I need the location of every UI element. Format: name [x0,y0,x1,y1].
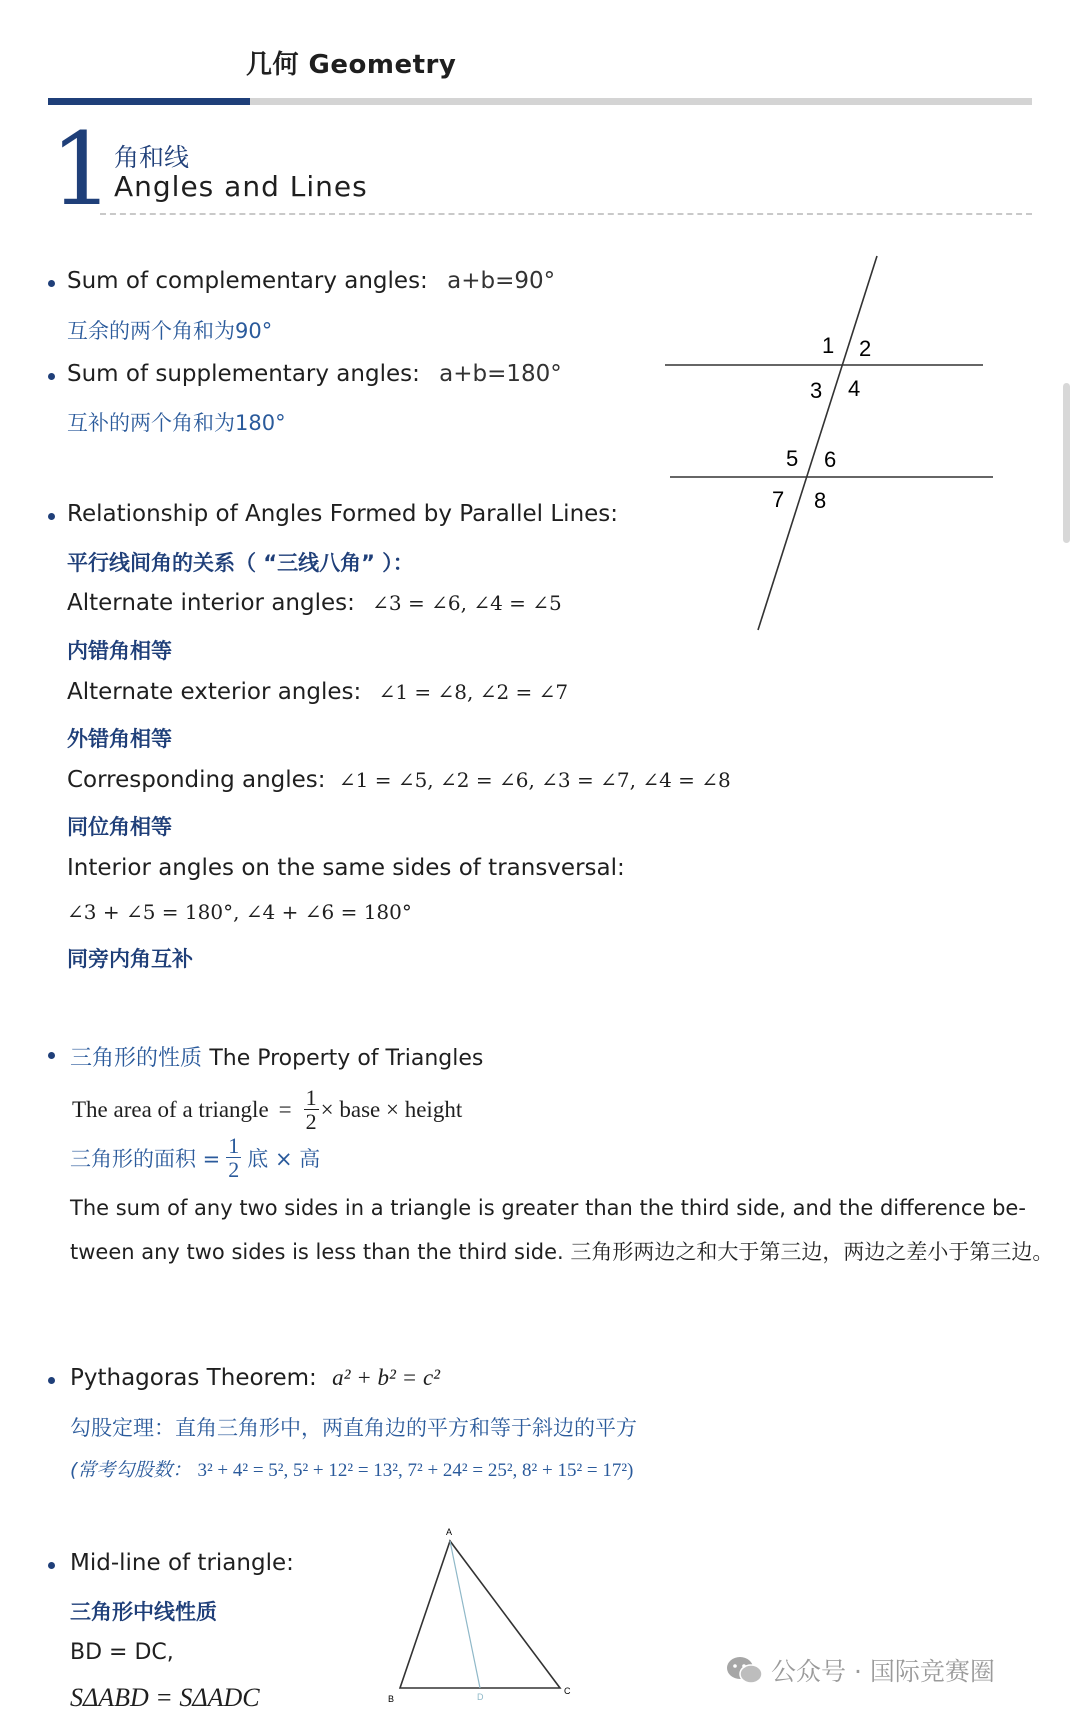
corresponding-formula: ∠1 = ∠5, ∠2 = ∠6, ∠3 = ∠7, ∠4 = ∠8 [338,768,731,792]
alt-interior-formula: ∠3 = ∠6, ∠4 = ∠5 [372,591,562,615]
alt-exterior-formula: ∠1 = ∠8, ∠2 = ∠7 [378,680,569,704]
corresponding-item [67,767,731,793]
alt-interior-label: Alternate interior angles: [67,590,355,616]
triangle-area-cn [70,1134,320,1181]
triangles-heading-en: The Property of Triangles [209,1046,484,1071]
complementary-item [67,268,555,294]
alt-exterior-label: Alternate exterior angles: [67,679,362,705]
pythagoras-item [70,1365,440,1391]
watermark-text: 公众号 · 国际竞赛圈 [771,1657,995,1686]
area-en-left: The area of a triangle [72,1096,269,1122]
bullet-icon [48,513,55,520]
pythagoras-formula: a² + b² = c² [332,1365,441,1390]
section-title-cn: 角和线 [114,143,190,172]
triangle-area-formula [72,1086,462,1133]
corresponding-cn: 同位角相等 [67,815,172,839]
area-en-right: × base × height [320,1096,463,1122]
area-fraction [304,1086,319,1133]
cn-fraction-denominator: 2 [228,1157,240,1183]
section-number: 1 [50,111,114,228]
supplementary-item [67,361,562,387]
angle-label-6: 6 [824,447,837,472]
alt-interior-cn: 内错角相等 [67,639,172,663]
wechat-icon [725,1654,765,1686]
supplementary-formula: a+b=180° [439,361,562,387]
triangle-abc [400,1541,560,1688]
bullet-icon [48,1562,55,1569]
cn-fraction-numerator: 1 [228,1133,240,1158]
angle-label-8: 8 [814,488,827,513]
page-header-title: 几何 Geometry [246,50,457,80]
pythagoras-common-prefix: (常考勾股数： [70,1459,192,1481]
bullet-icon [48,373,55,380]
triangle-sides-line2: tween any two sides is less than the third side. 三角形两边之和大于第三边，两边之差小于第三边。 [70,1240,1054,1264]
vertex-c-label: C [564,1686,571,1696]
area-cn-right: 底 × 高 [247,1146,321,1171]
bullet-icon [48,1377,55,1384]
pythagoras-label: Pythagoras Theorem: [70,1365,317,1391]
parallel-cn: 平行线间角的关系（ “三线八角” ）： [67,551,414,575]
header-rule-accent [48,98,250,105]
area-cn-fraction [226,1134,241,1181]
vertex-a-label: A [446,1527,453,1537]
vertex-b-label: B [388,1694,395,1704]
area-en-eq: = [278,1096,292,1122]
alt-exterior-cn: 外错角相等 [67,727,172,751]
corresponding-label: Corresponding angles: [67,767,326,793]
area-cn-left: 三角形的面积 = [70,1146,221,1171]
bullet-icon [48,280,55,287]
same-side-cn: 同旁内角互补 [67,947,193,971]
triangles-heading-cn: 三角形的性质 [70,1046,203,1071]
complementary-formula: a+b=90° [447,268,556,294]
triangle-sides-line1: The sum of any two sides in a triangle is greater than the third side, and the difference be- [70,1196,1026,1220]
triangles-heading [70,1041,483,1072]
pythagoras-common-values: 3² + 4² = 5², 5² + 12² = 13², 7² + 24² = 25², 8² + 15² = 17²) [197,1460,634,1481]
transversal-line [758,256,877,630]
pythagoras-cn: 勾股定理：直角三角形中，两直角边的平方和等于斜边的平方 [70,1416,637,1440]
complementary-label: Sum of complementary angles: [67,268,428,294]
midline-label: Mid-line of triangle: [70,1550,294,1576]
same-side-formula: ∠3 + ∠5 = 180°, ∠4 + ∠6 = 180° [67,900,412,924]
midline-cn: 三角形中线性质 [70,1600,217,1624]
angle-label-1: 1 [822,333,835,358]
midline-triangle-diagram [380,1520,580,1714]
midline-bd: BD = DC, [70,1640,174,1665]
alt-exterior-item [67,679,568,705]
scrollbar-thumb[interactable] [1063,383,1070,543]
fraction-denominator: 2 [305,1109,317,1135]
parallel-lines-diagram [655,250,1005,635]
pythagoras-common [70,1455,633,1482]
supplementary-label: Sum of supplementary angles: [67,361,420,387]
midline-area: SΔABD = SΔADC [70,1683,260,1712]
angle-label-3: 3 [810,378,823,403]
angle-label-2: 2 [859,336,872,361]
watermark [725,1652,995,1688]
vertex-d-label: D [477,1692,484,1702]
section-title-en: Angles and Lines [114,170,368,203]
angle-label-5: 5 [786,446,799,471]
alt-interior-item [67,590,562,616]
median-ad [450,1541,480,1688]
angle-label-7: 7 [772,487,785,512]
section-divider [100,213,1032,215]
bullet-icon [48,1052,55,1059]
same-side-label: Interior angles on the same sides of transversal: [67,855,625,881]
supplementary-cn: 互补的两个角和为180° [67,411,286,435]
complementary-cn: 互余的两个角和为90° [67,319,273,343]
parallel-label: Relationship of Angles Formed by Parallel Lines: [67,501,619,527]
fraction-numerator: 1 [305,1085,317,1110]
angle-label-4: 4 [848,376,861,401]
